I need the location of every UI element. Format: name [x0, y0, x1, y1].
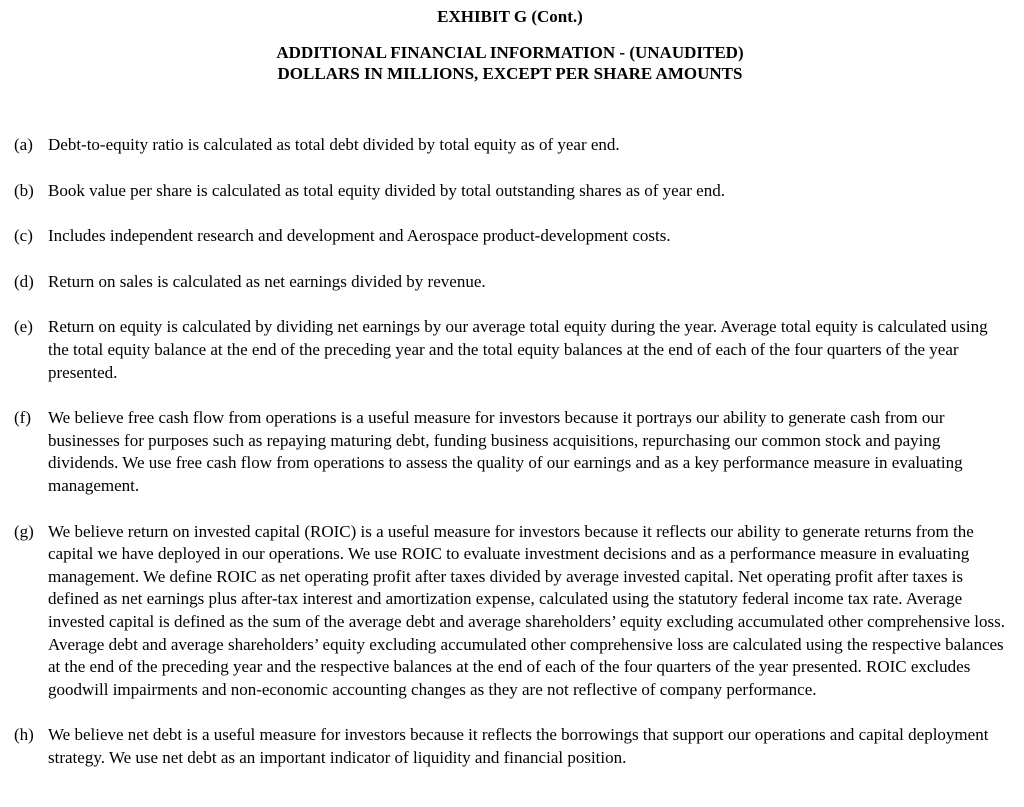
exhibit-title: EXHIBIT G (Cont.)	[437, 7, 583, 26]
footnote-label: (c)	[14, 226, 33, 246]
footnote-label: (h)	[14, 725, 34, 745]
footnote-a	[14, 134, 1006, 157]
footnote-g	[14, 521, 1006, 702]
footnote-h	[14, 724, 1006, 769]
footnote-text: We believe free cash flow from operations is a useful measure for investors because it portrays our ability to generate cash from our businesses for purposes such as repaying maturing debt, funding business acquisitions, repurchasing our common stock and paying dividends. We use free cash flow from operations to assess the quality of our earnings and as a key performance measure in evaluating management.	[48, 408, 963, 495]
footnote-e	[14, 316, 1006, 384]
subtitle-line-1: ADDITIONAL FINANCIAL INFORMATION - (UNAUDITED)	[276, 43, 744, 62]
footnote-text: Book value per share is calculated as total equity divided by total outstanding shares as of year end.	[48, 180, 725, 200]
footnote-f	[14, 407, 1006, 497]
subtitle-line-2: DOLLARS IN MILLIONS, EXCEPT PER SHARE AMOUNTS	[277, 64, 743, 83]
footnote-c	[14, 225, 1006, 248]
footnote-text: Includes independent research and development and Aerospace product-development costs.	[48, 226, 671, 246]
footnote-label: (d)	[14, 271, 34, 291]
footnote-label: (b)	[14, 180, 34, 200]
footnote-label: (f)	[14, 408, 31, 428]
footnote-text: Return on sales is calculated as net earnings divided by revenue.	[48, 271, 486, 291]
footnote-text: Debt-to-equity ratio is calculated as total debt divided by total equity as of year end.	[48, 135, 620, 154]
footnote-text: Return on equity is calculated by dividing net earnings by our average total equity during the year. Average total equity is calculated using the total equity balance at the end of the preceding year and the total equity balances at the end of each of the four quarters of the year presented.	[48, 317, 988, 382]
footnotes-list	[14, 134, 1006, 769]
footnote-b	[14, 180, 1006, 203]
footnote-label: (g)	[14, 521, 34, 541]
footnote-label: (e)	[14, 317, 33, 337]
footnote-text: We believe net debt is a useful measure for investors because it reflects the borrowings that support our operations and capital deployment strategy. We use net debt as an important indicator of liquidity and financial position.	[48, 725, 989, 767]
footnote-text: We believe return on invested capital (ROIC) is a useful measure for investors because it reflects our ability to generate returns from the capital we have deployed in our operations. We use ROIC to evaluate investment decisions and as a performance measure in evaluating management. We define ROIC as net operating profit after taxes divided by average invested capital. Net operating profit after taxes is defined as net earnings plus after-tax interest and amortization expense, calculated using the statutory federal income tax rate. Average invested capital is defined as the sum of the average debt and average shareholders’ equity excluding accumulated other comprehensive loss. Average debt and average shareholders’ equity excluding accumulated other comprehensive loss are calculated using the respective balances at the end of the preceding year and the respective balances at the end of each of the four quarters of the year presented. ROIC excludes goodwill impairments and non-economic accounting changes as they are not reflective of company performance.	[48, 521, 1005, 699]
footnote-label: (a)	[14, 135, 33, 154]
footnote-d	[14, 271, 1006, 294]
